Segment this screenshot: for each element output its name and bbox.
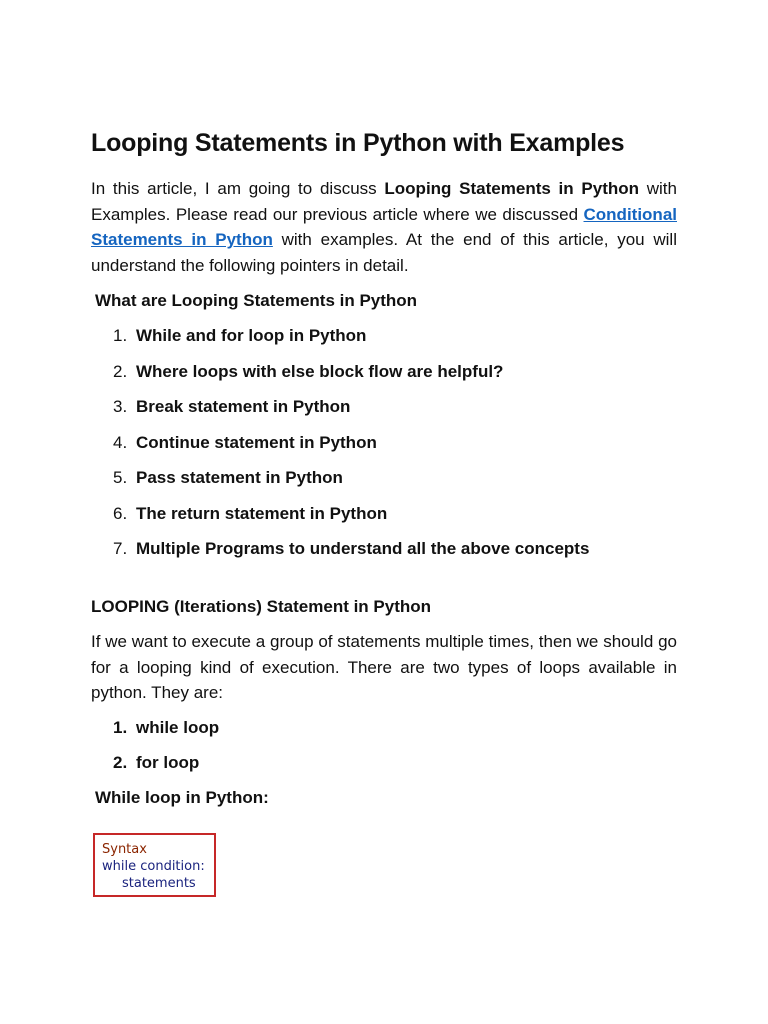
syntax-line-statements: statements bbox=[122, 876, 196, 891]
list-item-number: 6. bbox=[113, 503, 128, 523]
intro-text-3: with examples. At the end of this article, you will understand the following pointers in detail. bbox=[91, 230, 677, 275]
syntax-label: Syntax bbox=[102, 842, 147, 857]
list-item bbox=[113, 394, 677, 419]
list-item bbox=[113, 750, 677, 775]
loop-types-list bbox=[91, 715, 677, 776]
intro-text-1: In this article, I am going to discuss bbox=[91, 179, 385, 198]
list-item-number: 1. bbox=[113, 717, 128, 737]
list-item-text: Pass statement in Python bbox=[136, 468, 343, 487]
article bbox=[91, 124, 677, 810]
list-item-number: 1. bbox=[113, 326, 128, 345]
pointers-list bbox=[91, 323, 677, 561]
list-item bbox=[113, 323, 677, 348]
list-item-number: 5. bbox=[113, 468, 128, 487]
list-item-number: 4. bbox=[113, 432, 128, 452]
intro-paragraph bbox=[91, 176, 677, 278]
page-title: Looping Statements in Python with Examples bbox=[91, 129, 625, 157]
section-paragraph: If we want to execute a group of statements multiple times, then we should go for a looping kind of execution. There are two types of loops available in python. They are: bbox=[91, 632, 677, 702]
list-item-number: 7. bbox=[113, 539, 128, 558]
list-item bbox=[113, 465, 677, 490]
list-item-text: for loop bbox=[136, 753, 200, 772]
list-item-text: Break statement in Python bbox=[136, 397, 351, 416]
list-item-text: Multiple Programs to understand all the above concepts bbox=[136, 539, 590, 558]
list-item-text: The return statement in Python bbox=[136, 503, 388, 523]
pointers-heading: What are Looping Statements in Python bbox=[95, 291, 418, 310]
list-item-text: Where loops with else block flow are helpful? bbox=[136, 361, 504, 381]
list-item-text: while loop bbox=[136, 717, 220, 737]
list-item-number: 3. bbox=[113, 397, 128, 416]
syntax-box bbox=[93, 833, 216, 897]
list-item-number: 2. bbox=[113, 361, 128, 381]
list-item bbox=[113, 715, 677, 740]
section-heading: LOOPING (Iterations) Statement in Python bbox=[91, 597, 432, 616]
syntax-line-condition: while condition: bbox=[102, 859, 205, 874]
list-item bbox=[113, 501, 677, 526]
intro-text-2: with Examples. Please read our previous article where we discussed bbox=[91, 179, 677, 224]
intro-bold-topic: Looping Statements in Python bbox=[384, 179, 640, 198]
list-item bbox=[113, 536, 677, 561]
while-loop-heading: While loop in Python: bbox=[95, 788, 269, 807]
list-item bbox=[113, 430, 677, 455]
list-item-text: While and for loop in Python bbox=[136, 326, 367, 345]
conditional-statements-link[interactable]: Conditional Statements in Python bbox=[91, 204, 677, 249]
list-item-text: Continue statement in Python bbox=[136, 432, 377, 452]
list-item-number: 2. bbox=[113, 753, 128, 772]
list-item bbox=[113, 359, 677, 384]
